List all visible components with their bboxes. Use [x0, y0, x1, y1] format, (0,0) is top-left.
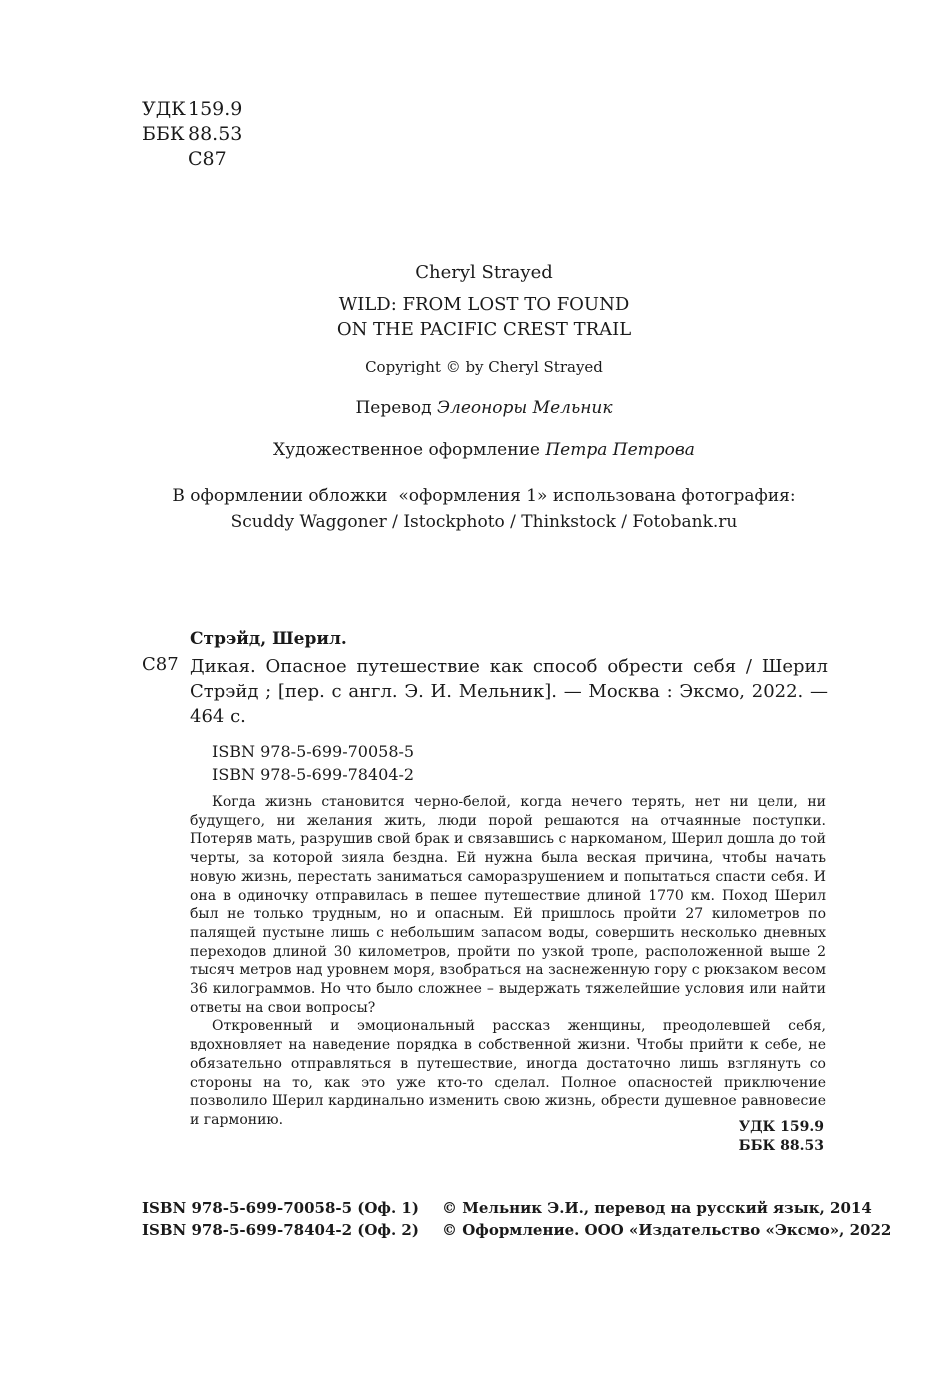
original-title-line2: ON THE PACIFIC CREST TRAIL: [336, 319, 632, 340]
entry-isbn-2: ISBN 978-5-699-78404-2: [212, 765, 415, 784]
original-title-line1: WILD: FROM LOST TO FOUND: [338, 294, 630, 315]
entry-isbn-1: ISBN 978-5-699-70058-5: [212, 742, 415, 761]
design-credit: [0, 440, 928, 460]
udk-value: 159.9: [188, 98, 243, 120]
author-mark: С87: [188, 148, 227, 170]
annotation-bbk: ББК 88.53: [738, 1138, 824, 1154]
annotation: [190, 793, 826, 1130]
entry-author: Стрэйд, Шерил.: [190, 629, 347, 649]
bbk-label: ББК: [142, 123, 185, 145]
entry-code: С87: [142, 654, 179, 675]
imprint-isbns: [142, 1197, 419, 1241]
original-title: [0, 292, 928, 342]
cover-credit-line2: Scuddy Waggoner / Istockphoto / Thinkstock / Fotobank.ru: [230, 512, 738, 532]
design-prefix: Художественное оформление: [273, 440, 540, 460]
entry-isbns: [212, 740, 414, 786]
annotation-codes: [640, 1118, 824, 1156]
annotation-paragraph-2: Откровенный и эмоциональный рассказ женщины, преодолевшей себя, вдохновляет на наведение порядка в собственной жизни. Чтобы прийти к себе, не обязательно отправляться в путешествие, иногда достаточно лишь взглянуть со стороны на то, как это уже кто-то сделал. Полное опасностей приключение позволило Шерил кардинально изменить свою жизнь, обрести душевное равновесие и гармонию.: [190, 1018, 826, 1128]
imprint-copyright-translation: © Мельник Э.И., перевод на русский язык, 2014: [442, 1199, 872, 1217]
imprint-copyrights: [442, 1197, 891, 1241]
entry-description: Дикая. Опасное путешествие как способ обрести себя / Шерил Стрэйд ; [пер. с англ. Э. И. Мельник]. — Москва : Эксмо, 2022. — 464 с.: [190, 656, 828, 727]
imprint-copyright-design: © Оформление. ООО «Издательство «Эксмо», 2022: [442, 1221, 892, 1239]
imprint-isbn-of2: ISBN 978-5-699-78404-2 (Оф. 2): [142, 1221, 419, 1239]
translation-prefix: Перевод: [355, 398, 432, 418]
original-copyright: Copyright © by Cheryl Strayed: [365, 358, 603, 376]
cover-credit: [0, 483, 928, 535]
annotation-paragraph-1: Когда жизнь становится черно-белой, когда нечего терять, нет ни цели, ни будущего, ни желания жить, люди порой решаются на отчаянные поступки. Потеряв мать, разрушив свой брак и связавшись с наркоманом, Шерил дошла до той черты, за которой зияла бездна. Ей нужна была веская причина, чтобы начать новую жизнь, перестать заниматься саморазрушением и попытаться спасти себя. И она в одиночку отправилась в пешее путешествие длиной 1770 км. Поход Шерил был не только трудным, но и опасным. Ей пришлось пройти 27 километров по палящей пустыне лишь с небольшим запасом воды, совершить несколько дневных переходов длиной 30 километров, пройти по узкой тропе, расположенной выше 2 тысяч метров над уровнем моря, взобраться на заснеженную гору с рюкзаком весом 36 килограммов. Но что было сложнее – выдержать тяжелейшие условия или найти ответы на свои вопросы?: [190, 794, 827, 1016]
cover-credit-line1: В оформлении обложки «оформления 1» использована фотография:: [172, 486, 796, 506]
imprint-isbn-of1: ISBN 978-5-699-70058-5 (Оф. 1): [142, 1199, 419, 1217]
original-author: Cheryl Strayed: [415, 262, 553, 283]
designer-name: Петра Петрова: [545, 440, 695, 460]
udk-label: УДК: [142, 98, 186, 120]
annotation-udk: УДК 159.9: [738, 1119, 824, 1135]
translator-name: Элеоноры Мельник: [436, 398, 613, 418]
bbk-value: 88.53: [188, 123, 243, 145]
classification-block: [142, 97, 242, 172]
translation-credit: [0, 398, 928, 418]
